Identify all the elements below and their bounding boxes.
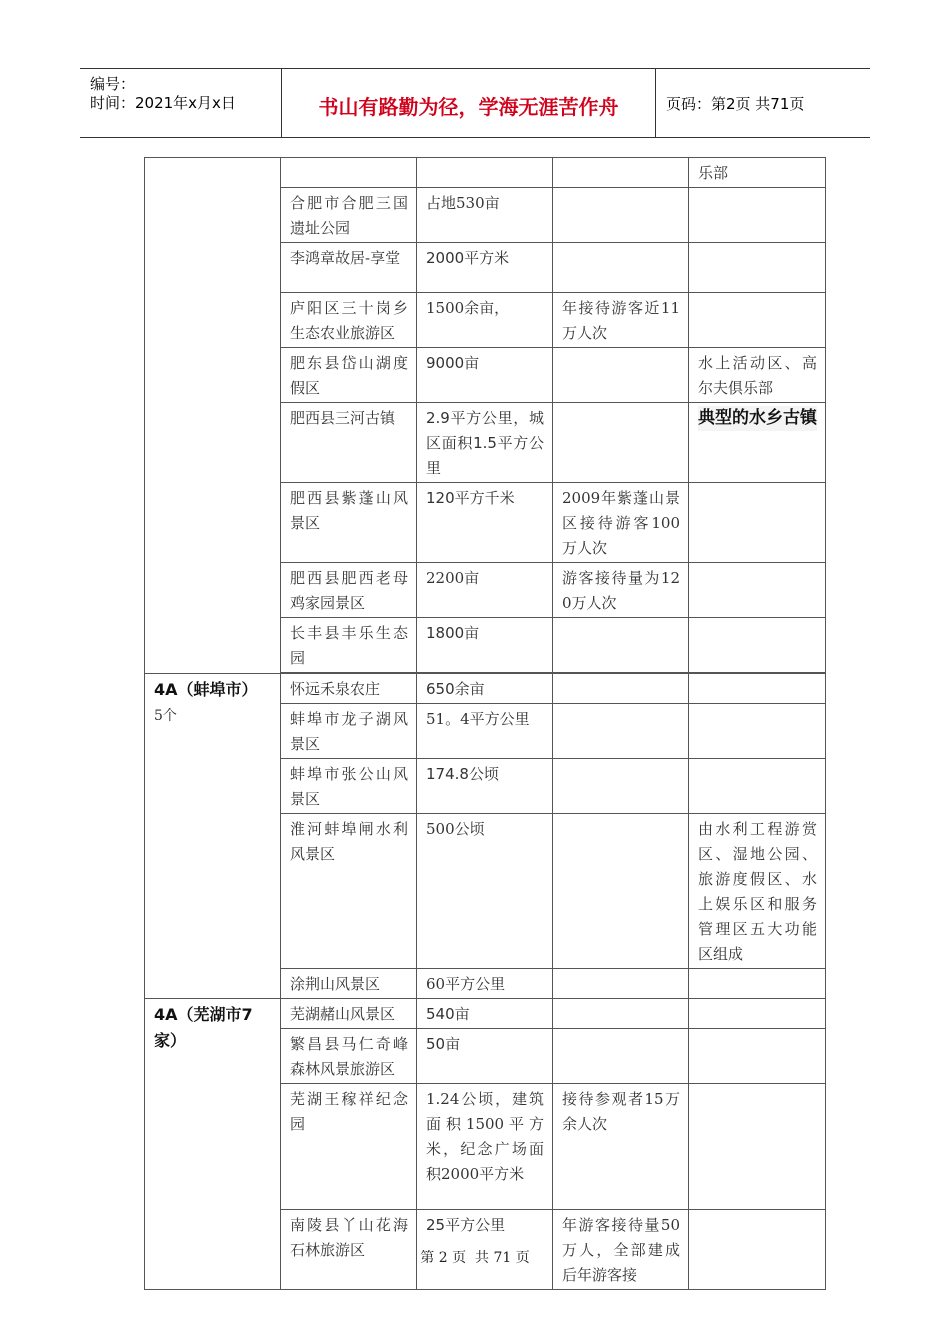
date-label: 时间：2021年x月x日 (90, 94, 236, 112)
serial-label: 编号： (90, 75, 136, 93)
cell-visitors: 2009年紫蓬山景区接待游客100万人次 (553, 483, 689, 563)
cell-name: 南陵县丫山花海石林旅游区 (281, 1210, 417, 1290)
category-cell-bengbu (145, 674, 281, 999)
cell-area: 占地530亩 (417, 188, 553, 243)
cell-area: 1500余亩， (417, 293, 553, 348)
cell-name (281, 158, 417, 188)
cell-note (689, 618, 826, 673)
category-title: 4A（芜湖市7家） (154, 1005, 253, 1050)
cell-note (689, 759, 826, 814)
cell-area: 174.8公顷 (417, 759, 553, 814)
cell-visitors: 年游客接待量50万人，全部建成后年游客接 (553, 1210, 689, 1290)
cell-name: 肥东县岱山湖度假区 (281, 348, 417, 403)
cell-name: 长丰县丰乐生态园 (281, 618, 417, 673)
table-row (145, 158, 826, 188)
cell-area: 540亩 (417, 999, 553, 1029)
cell-name: 合肥市合肥三国遗址公园 (281, 188, 417, 243)
cell-area: 2.9平方公里，城区面积1.5平方公里 (417, 403, 553, 483)
cell-note (689, 674, 826, 704)
cell-name: 蚌埠市张公山风景区 (281, 759, 417, 814)
cell-note (689, 1084, 826, 1210)
cell-visitors (553, 618, 689, 673)
cell-note: 水上活动区、高尔夫俱乐部 (689, 348, 826, 403)
cell-note (689, 1029, 826, 1084)
cell-note (689, 188, 826, 243)
cell-name: 肥西县三河古镇 (281, 403, 417, 483)
cell-visitors (553, 1029, 689, 1084)
cell-visitors: 年接待游客近11万人次 (553, 293, 689, 348)
cell-area: 1.24公顷，建筑面积1500平方米，纪念广场面积2000平方米 (417, 1084, 553, 1210)
cell-area: 51。4平方公里 (417, 704, 553, 759)
cell-area: 650余亩 (417, 674, 553, 704)
cell-area: 50亩 (417, 1029, 553, 1084)
cell-visitors (553, 674, 689, 704)
cell-area: 1800亩 (417, 618, 553, 673)
cell-note: 乐部 (689, 158, 826, 188)
motto: 书山有路勤为径，学海无涯苦作舟 (318, 95, 619, 119)
cell-visitors: 游客接待量为120万人次 (553, 563, 689, 618)
cell-name: 淮河蚌埠闸水利风景区 (281, 814, 417, 969)
header-motto-cell (281, 69, 656, 137)
header-page-cell (656, 69, 870, 137)
category-count: 5个 (154, 708, 177, 724)
cell-visitors (553, 704, 689, 759)
cell-area: 25平方公里 (417, 1210, 553, 1290)
cell-note: 由水利工程游赏区、湿地公园、旅游度假区、水上娱乐区和服务管理区五大功能区组成 (689, 814, 826, 969)
cell-area: 9000亩 (417, 348, 553, 403)
feature-highlight: 典型的水乡古镇 (698, 406, 817, 431)
cell-area: 2200亩 (417, 563, 553, 618)
category-cell-hefei (145, 158, 281, 674)
cell-name: 芜湖王稼祥纪念园 (281, 1084, 417, 1210)
cell-note (689, 403, 826, 483)
page-info: 页码：第2页 共71页 (666, 95, 805, 113)
cell-visitors (553, 188, 689, 243)
header-meta (80, 69, 281, 137)
cell-area: 60平方公里 (417, 969, 553, 999)
cell-name: 芜湖赭山风景区 (281, 999, 417, 1029)
cell-name: 涂荆山风景区 (281, 969, 417, 999)
cell-name: 肥西县肥西老母鸡家园景区 (281, 563, 417, 618)
cell-note (689, 704, 826, 759)
cell-note (689, 563, 826, 618)
cell-visitors (553, 243, 689, 293)
cell-visitors (553, 814, 689, 969)
table-row (145, 999, 826, 1029)
cell-name: 蚌埠市龙子湖风景区 (281, 704, 417, 759)
cell-visitors (553, 999, 689, 1029)
cell-note (689, 969, 826, 999)
cell-name: 李鸿章故居-享堂 (281, 243, 417, 293)
page-header (80, 68, 870, 138)
cell-note (689, 483, 826, 563)
cell-area: 500公顷 (417, 814, 553, 969)
cell-visitors (553, 158, 689, 188)
cell-visitors: 接待参观者15万余人次 (553, 1084, 689, 1210)
page-footer: 第 2 页 共 71 页 (420, 1250, 530, 1266)
cell-visitors (553, 348, 689, 403)
cell-area: 2000平方米 (417, 243, 553, 293)
cell-name: 庐阳区三十岗乡生态农业旅游区 (281, 293, 417, 348)
cell-note (689, 243, 826, 293)
cell-area (417, 158, 553, 188)
cell-visitors (553, 759, 689, 814)
category-cell-wuhu (145, 999, 281, 1290)
cell-visitors (553, 403, 689, 483)
cell-note (689, 293, 826, 348)
scenic-area-table (144, 157, 826, 1290)
cell-area: 120平方千米 (417, 483, 553, 563)
cell-visitors (553, 969, 689, 999)
cell-name: 怀远禾泉农庄 (281, 674, 417, 704)
category-title: 4A（蚌埠市） (154, 680, 258, 699)
cell-note (689, 999, 826, 1029)
table-row (145, 674, 826, 704)
cell-name: 繁昌县马仁奇峰森林风景旅游区 (281, 1029, 417, 1084)
cell-name: 肥西县紫蓬山风景区 (281, 483, 417, 563)
